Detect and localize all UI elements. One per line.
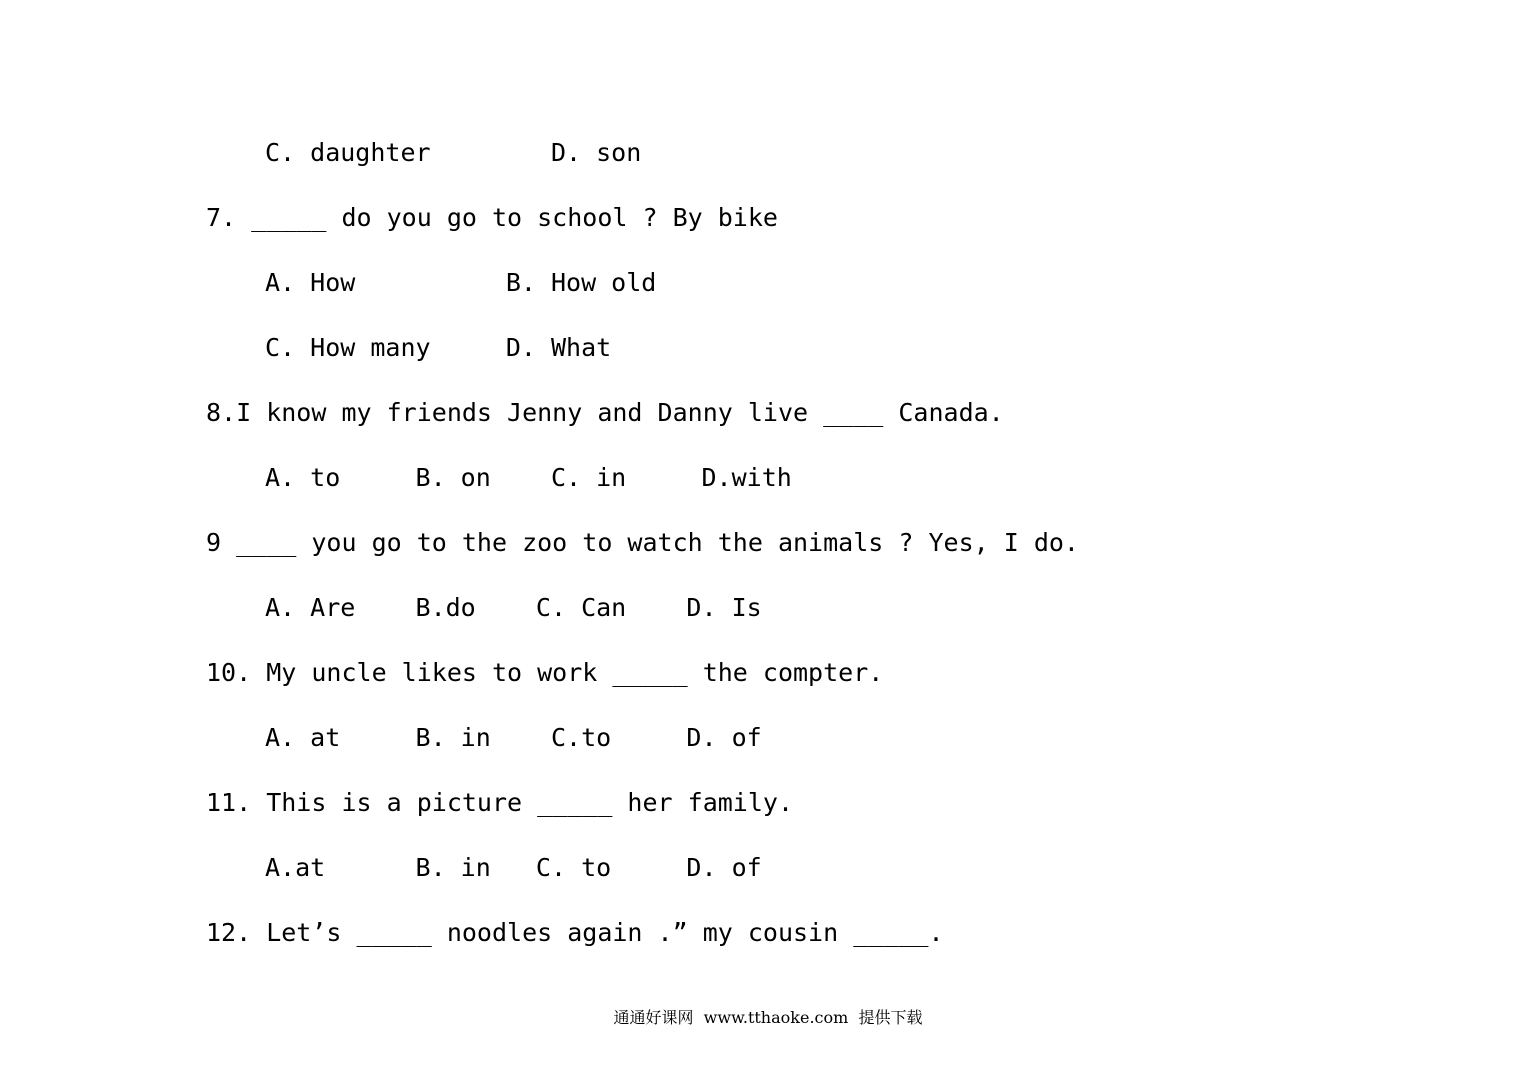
question-9-stem: 9 ____ you go to the zoo to watch the animals ? Yes, I do. — [206, 528, 1079, 557]
question-11-stem: 11. This is a picture _____ her family. — [206, 788, 793, 817]
question-12-stem: 12. Let’s _____ noodles again .” my cousin _____. — [206, 918, 944, 947]
question-6-options-c-d: C. daughter D. son — [265, 138, 642, 167]
question-8-stem: 8.I know my friends Jenny and Danny live ____ Canada. — [206, 398, 1004, 427]
page-footer: 通通好课网 www.tthaoke.com 提供下载 — [613, 1008, 923, 1027]
question-11-options: A.at B. in C. to D. of — [265, 853, 762, 882]
question-7-options-c-d: C. How many D. What — [265, 333, 612, 362]
question-9-options: A. Are B.do C. Can D. Is — [265, 593, 762, 622]
question-7-stem: 7. _____ do you go to school ? By bike — [206, 203, 778, 232]
question-10-options: A. at B. in C.to D. of — [265, 723, 762, 752]
question-8-options: A. to B. on C. in D.with — [265, 463, 792, 492]
question-7-options-a-b: A. How B. How old — [265, 268, 657, 297]
question-10-stem: 10. My uncle likes to work _____ the compter. — [206, 658, 884, 687]
